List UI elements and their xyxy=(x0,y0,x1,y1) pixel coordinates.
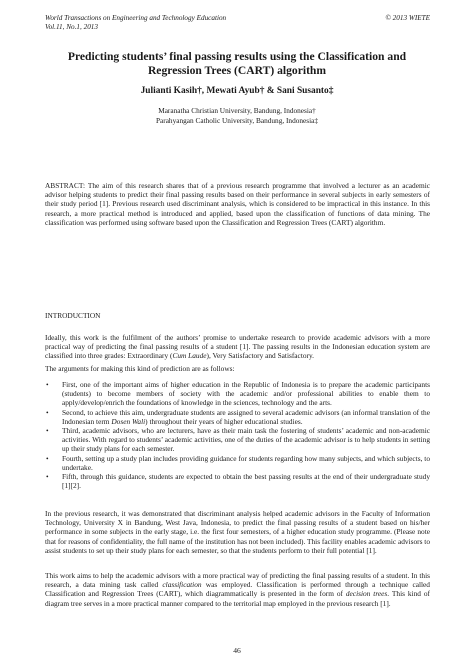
bullet-icon: • xyxy=(46,380,49,389)
bullet-icon: • xyxy=(46,426,49,436)
page-number: 46 xyxy=(233,646,241,655)
journal-header xyxy=(45,14,226,32)
affiliations xyxy=(40,106,434,125)
affiliation-1: Maranatha Christian University, Bandung, Indonesia† xyxy=(158,106,316,115)
abstract: ABSTRACT: The aim of this research shares that of a previous research programme that involved a lecturer as an academic advisor helping students to predict their final passing results based on their performance in several subjects in early semesters of their study period [1]. Previous research used discriminant analysis, which is considered to be impractical in this instance. In this research, a more practical method is introduced and applied, based upon the classification of functions of data mining. The classification was performed using software based upon the Classification and Regression Trees (CART) algorithm. xyxy=(45,181,430,227)
journal-name: World Transactions on Engineering and Technology Education xyxy=(45,14,227,22)
list-item: • Second, to achieve this aim, undergraduate students are assigned to several academic advisors (an informal translation of the Indonesian term Dosen Wali) throughout their years of higher educational studies. xyxy=(46,407,430,426)
bullet-icon: • xyxy=(46,472,49,482)
list-item: • Fifth, through this guidance, students are expected to obtain the best passing results at the end of their undergraduate study [1][2]. xyxy=(46,472,430,491)
journal-volume: Vol.11, No.1, 2013 xyxy=(45,23,98,31)
list-item: • First, one of the important aims of higher education in the Republic of Indonesia is to prepare the academic participants (students) to become members of society with the academic and/or professional abilities to enable them to apply/develop/enrich the foundations of knowledge in the sciences, technology and the arts. xyxy=(46,380,430,408)
bullet-icon: • xyxy=(46,453,49,463)
list-item: • Third, academic advisors, who are lecturers, have as their main task the fostering of students’ academic and non-academic activities. With regard to students’ academic activities, one of the duties of the academic advisor is to help students in setting up their study plans for each semester. xyxy=(46,426,430,454)
section-heading-introduction: INTRODUCTION xyxy=(45,311,101,320)
bullet-icon: • xyxy=(46,407,49,417)
argument-list xyxy=(45,380,430,490)
paper-title: Predicting students’ final passing results using the Classification and Regression Trees (CART) algorithm xyxy=(67,50,407,77)
intro-paragraph-2: The arguments for making this kind of prediction are as follows: xyxy=(45,364,235,373)
intro-paragraph-1: Ideally, this work is the fulfilment of the authors’ promise to undertake research to provide academic advisors with a more practical way of predicting the final passing results of a student [1]. The passing results in the Indonesian education system are classified into three grades: Extraordinary (Cum Laude), Very Satisfactory and Satisfactory. xyxy=(45,333,430,361)
author-list: Julianti Kasih†, Mewati Ayub† & Sani Susanto‡ xyxy=(140,86,334,96)
copyright-notice: © 2013 WIETE xyxy=(385,14,430,22)
intro-paragraph-3: In the previous research, it was demonstrated that discriminant analysis helped academic advisors in the Faculty of Information Technology, University X in Bandung, West Java, Indonesia, to predict the final passing results of a student based on his/her performance in some subjects in the early stage, i.e. the first four semesters, of a higher education study programme. (Please note that for reasons of confidentiality, the full name of the institution has not been included). This facility enables academic advisors to assist students to set up their study plans for each semester, so that the students perform to their full potential [1]. xyxy=(45,509,430,555)
intro-paragraph-4: This work aims to help the academic advisors with a more practical way of predicting the final passing results of a student. In this research, a data mining task called classification was employed. Classification is performed through a technique called Classification and Regression Trees (CART), which diagrammatically is presented in the form of decision trees. This kind of diagram tree serves in a more practical manner compared to the territorial map employed in the previous research [1]. xyxy=(45,571,430,608)
list-item: • Fourth, setting up a study plan includes providing guidance for students regarding how many subjects, and which subjects, to undertake. xyxy=(46,453,430,472)
affiliation-2: Parahyangan Catholic University, Bandung, Indonesia‡ xyxy=(155,115,319,125)
